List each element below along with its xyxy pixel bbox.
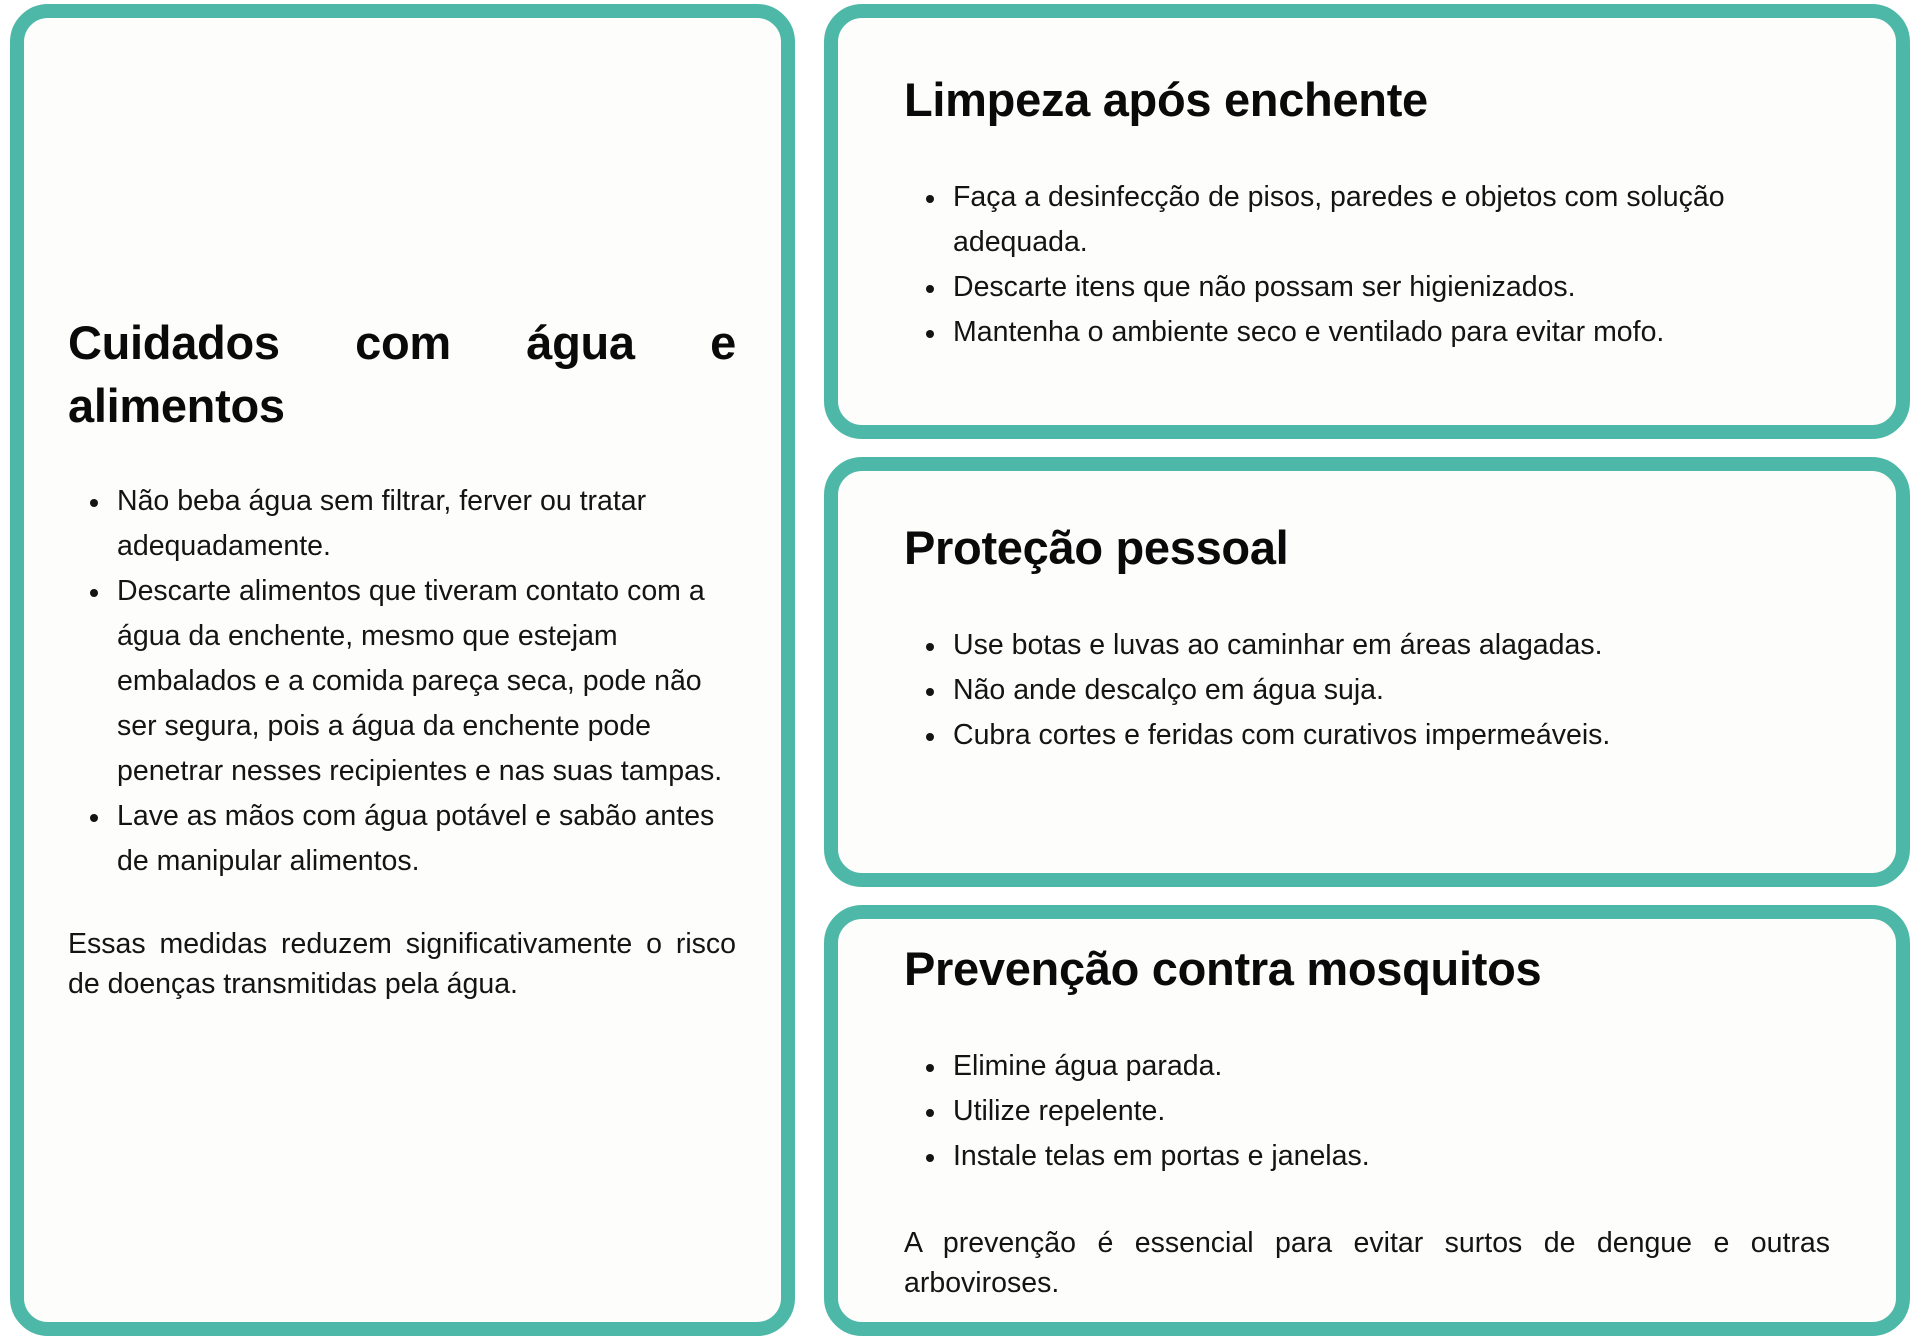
list-item: Não beba água sem filtrar, ferver ou tratar adequadamente. bbox=[68, 479, 736, 569]
water-food-note: Essas medidas reduzem significativamente o risco de doenças transmitidas pela água. bbox=[68, 928, 736, 1000]
cleaning-title: Limpeza após enchente bbox=[904, 73, 1428, 126]
list-item: Cubra cortes e feridas com curativos impermeáveis. bbox=[904, 713, 1854, 758]
list-item: Utilize repelente. bbox=[904, 1089, 1830, 1134]
list-item: Descarte itens que não possam ser higienizados. bbox=[904, 265, 1854, 310]
cleaning-list bbox=[904, 175, 1854, 355]
list-item: Faça a desinfecção de pisos, paredes e objetos com solução adequada. bbox=[904, 175, 1854, 265]
protection-content bbox=[904, 516, 1854, 758]
card-personal-protection bbox=[824, 457, 1910, 887]
water-food-content bbox=[68, 311, 736, 1004]
card-cleaning bbox=[824, 4, 1910, 439]
list-item: Descarte alimentos que tiveram contato com a água da enchente, mesmo que estejam embalados e a comida pareça seca, pode não ser segura, pois a água da enchente pode penetrar nesses recipientes e nas suas tampas. bbox=[68, 569, 736, 794]
list-item: Use botas e luvas ao caminhar em áreas alagadas. bbox=[904, 623, 1854, 668]
mosquito-list bbox=[904, 1044, 1830, 1179]
list-item: Lave as mãos com água potável e sabão antes de manipular alimentos. bbox=[68, 794, 736, 884]
water-food-list bbox=[68, 479, 736, 884]
protection-title: Proteção pessoal bbox=[904, 521, 1289, 574]
list-item: Não ande descalço em água suja. bbox=[904, 668, 1854, 713]
list-item: Mantenha o ambiente seco e ventilado para evitar mofo. bbox=[904, 310, 1854, 355]
mosquito-title: Prevenção contra mosquitos bbox=[904, 942, 1542, 995]
mosquito-note: A prevenção é essencial para evitar surtos de dengue e outras arboviroses. bbox=[904, 1227, 1830, 1299]
list-item: Elimine água parada. bbox=[904, 1044, 1830, 1089]
protection-list bbox=[904, 623, 1854, 758]
water-food-title-line-1: Cuidados com água e bbox=[68, 316, 736, 369]
mosquito-content bbox=[904, 919, 1830, 1303]
cleaning-content bbox=[904, 68, 1854, 355]
water-food-title-line-2: alimentos bbox=[68, 379, 285, 432]
water-food-title bbox=[68, 311, 736, 437]
card-mosquito-prevention bbox=[824, 905, 1910, 1336]
card-water-and-food bbox=[10, 4, 795, 1336]
list-item: Instale telas em portas e janelas. bbox=[904, 1134, 1830, 1179]
